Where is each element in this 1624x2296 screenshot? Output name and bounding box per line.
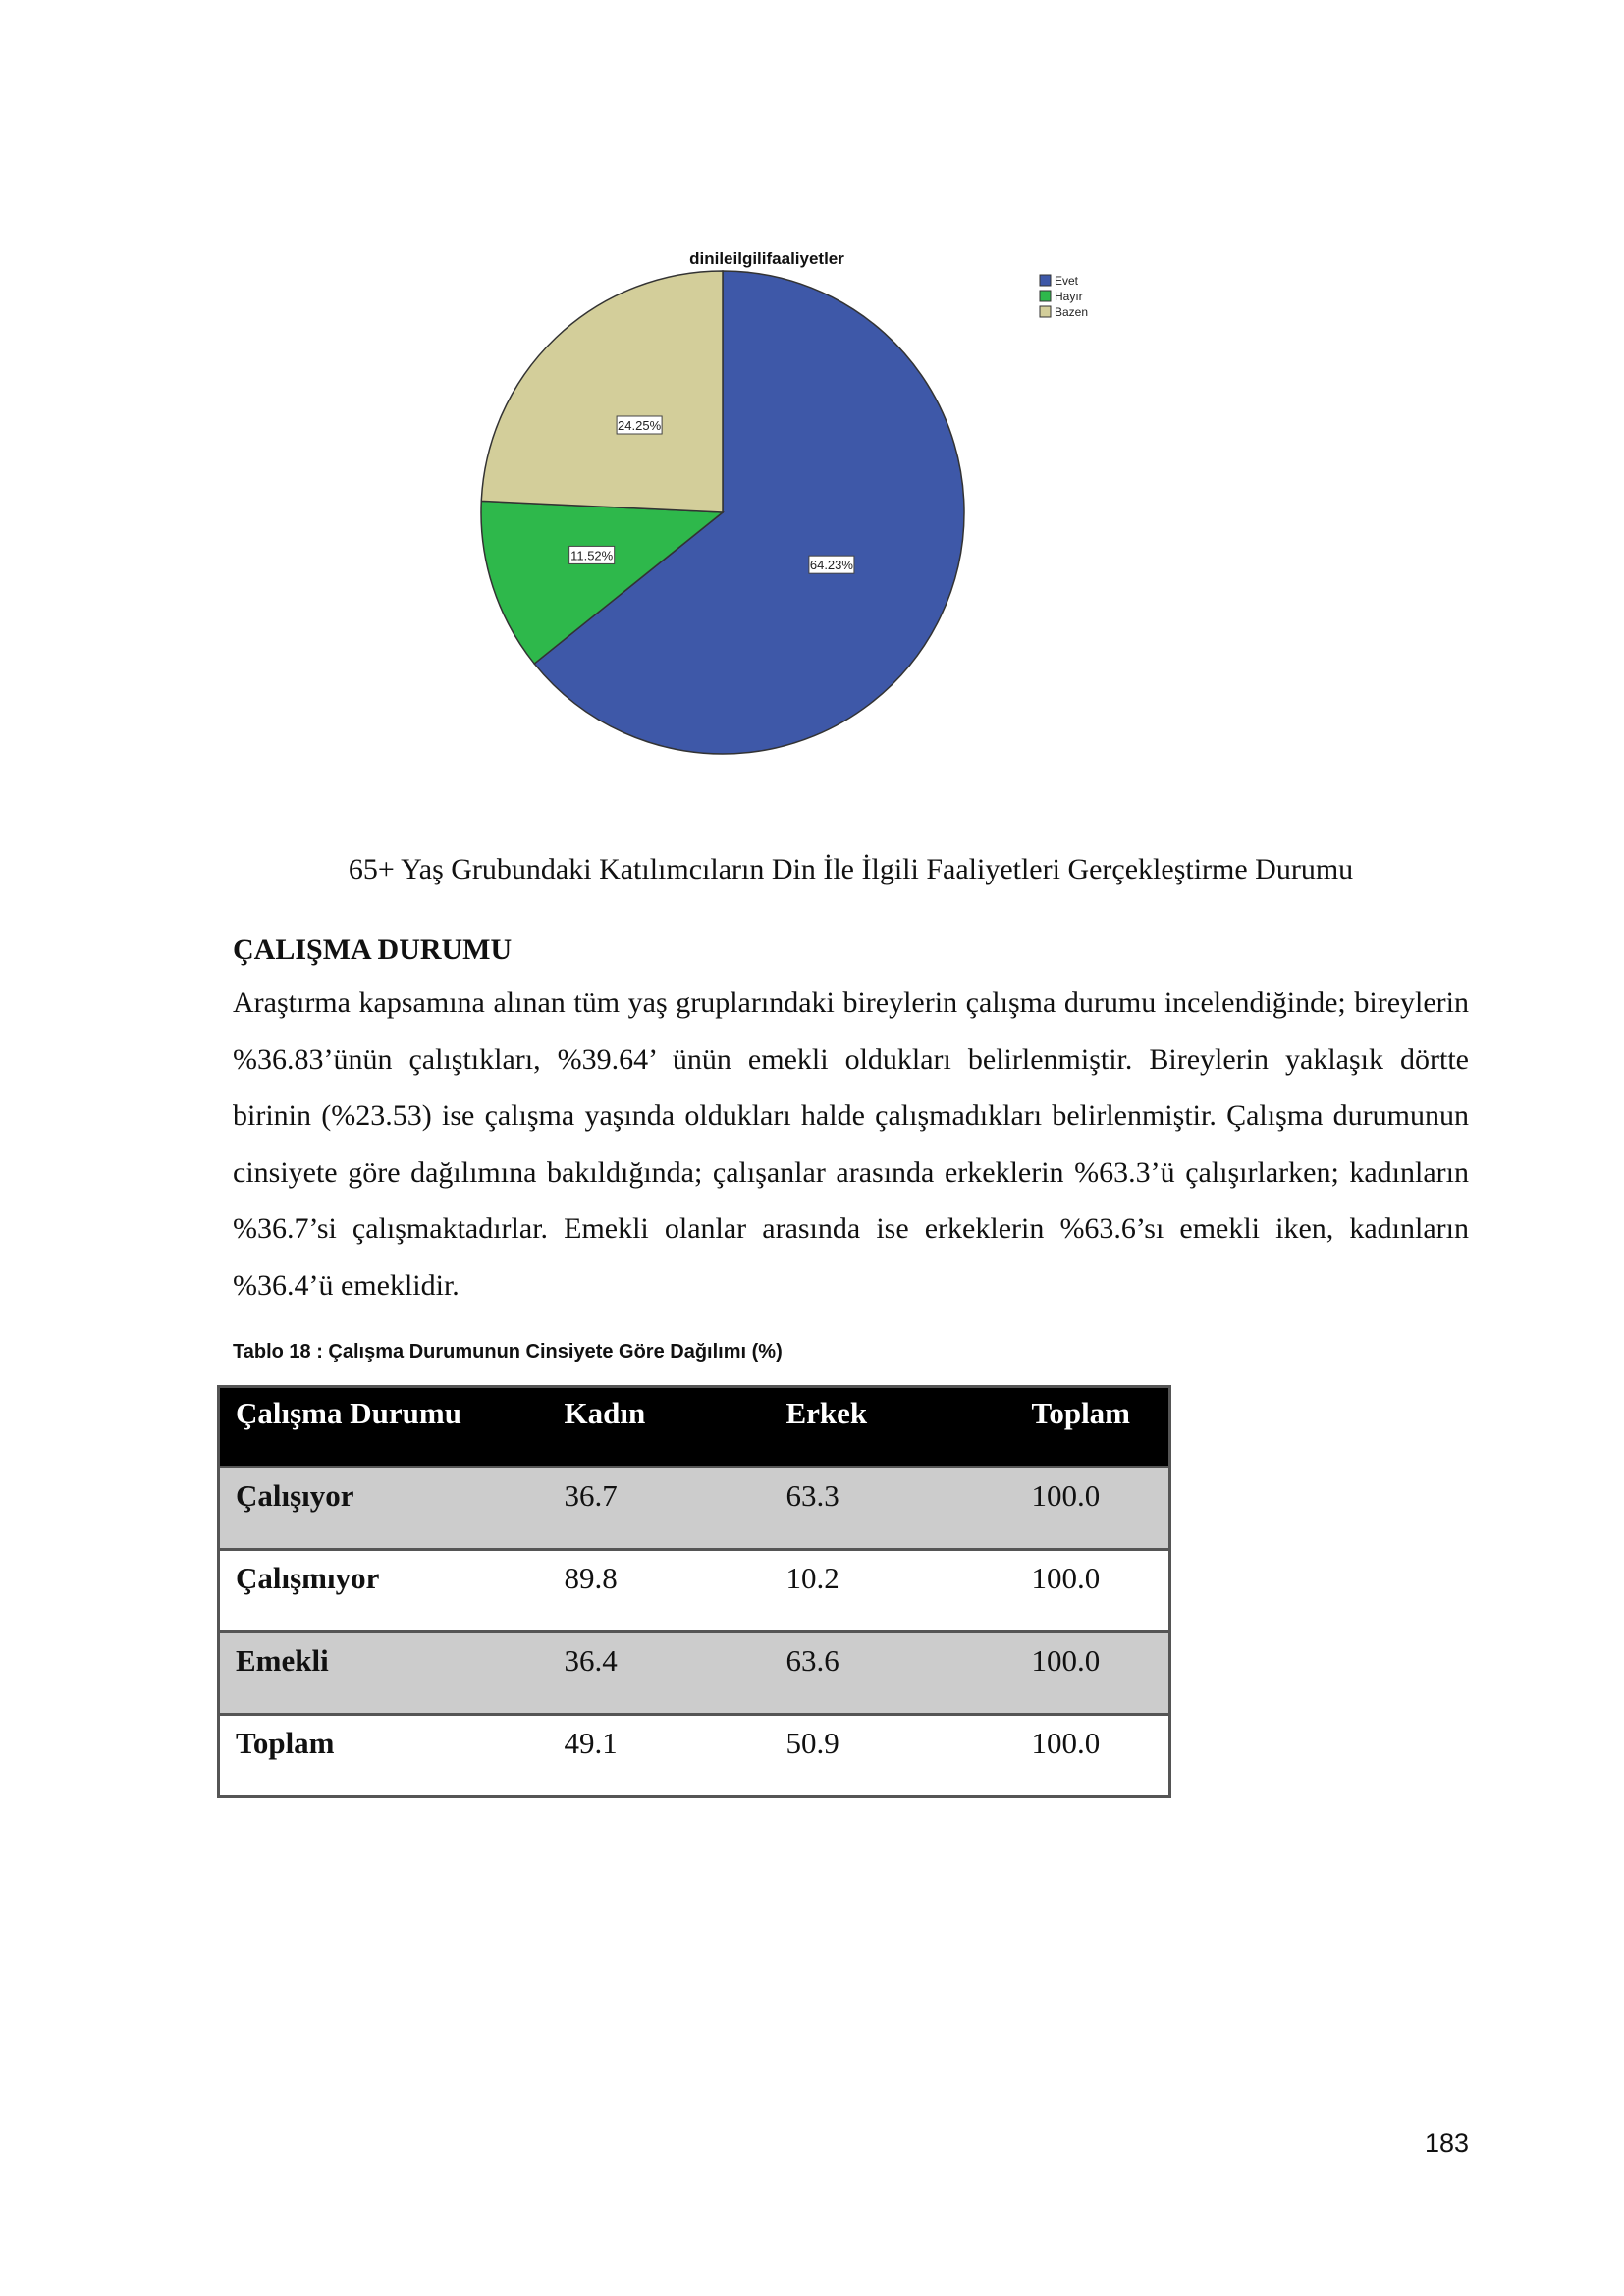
section-heading: ÇALIŞMA DURUMU: [233, 934, 513, 966]
slice-label-text: 24.25%: [618, 418, 662, 434]
employment-table: [217, 1385, 1171, 1798]
pie-chart: [0, 0, 1624, 883]
legend-swatch: [1040, 306, 1051, 317]
slice-label-text: 64.23%: [809, 558, 853, 573]
table-caption: Tablo 18 : Çalışma Durumunun Cinsiyete Göre Dağılımı (%): [233, 1341, 783, 1362]
header-erkek: Erkek: [785, 1396, 868, 1430]
legend-swatch: [1040, 275, 1051, 286]
chart-legend: [1040, 274, 1088, 319]
slice-label-text: 11.52%: [570, 548, 614, 563]
page-number: 183: [1425, 2128, 1470, 2158]
legend-swatch: [1040, 291, 1051, 301]
legend-label: Bazen: [1055, 305, 1089, 319]
cell-toplam: 100.0: [1031, 1643, 1101, 1678]
cell-toplam: 100.0: [1031, 1478, 1101, 1513]
cell-toplam: 100.0: [1031, 1726, 1101, 1760]
cell-kadin: 36.4: [564, 1643, 618, 1678]
table-row: [219, 1715, 1170, 1797]
body-paragraph: Araştırma kapsamına alınan tüm yaş gruplarındaki bireylerin çalışma durumu incelendiğinde; bireylerin %36.83’ünün çalıştıkları, %39.64’ ünün emekli oldukları belirlenmiştir. Bireylerin yaklaşık dörtte birinin (%23.53) ise çalışma yaşında oldukları halde çalışmadıkları belirlenmiştir. Çalışma durumunun cinsiyete göre dağılımına bakıldığında; çalışanlar arasında erkeklerin %63.3’ü çalışırlarken; kadınların %36.7’si çalışmaktadırlar. Emekli olanlar arasında ise erkeklerin %63.6’sı emekli iken, kadınların %36.4’ü emeklidir.: [233, 987, 1469, 1302]
chart-title: dinileilgilifaaliyetler: [689, 249, 844, 268]
slice-label: [569, 546, 615, 563]
slice-label: [809, 556, 854, 573]
cell-erkek: 63.6: [785, 1643, 839, 1678]
cell-toplam: 100.0: [1031, 1561, 1101, 1595]
cell-kadin: 89.8: [564, 1561, 618, 1595]
pie-slices: [481, 271, 964, 754]
header-calisma-durumu: Çalışma Durumu: [236, 1396, 461, 1430]
legend-label: Hayır: [1055, 290, 1083, 303]
row-label: Emekli: [236, 1643, 329, 1678]
cell-erkek: 63.3: [785, 1478, 839, 1513]
header-kadin: Kadın: [564, 1396, 646, 1430]
table-row: [219, 1550, 1170, 1632]
cell-kadin: 36.7: [564, 1478, 618, 1513]
cell-erkek: 10.2: [785, 1561, 839, 1595]
legend-label: Evet: [1055, 274, 1079, 288]
figure-caption: 65+ Yaş Grubundaki Katılımcıların Din İle İlgili Faaliyetleri Gerçekleştirme Durumu: [348, 853, 1354, 885]
table-row: [219, 1632, 1170, 1715]
row-label: Toplam: [236, 1726, 335, 1760]
cell-kadin: 49.1: [564, 1726, 618, 1760]
table-row: [219, 1468, 1170, 1550]
row-label: Çalışmıyor: [236, 1561, 380, 1595]
cell-erkek: 50.9: [785, 1726, 839, 1760]
table-header-row: [219, 1387, 1170, 1468]
pie-slice-bazen: [481, 271, 723, 512]
row-label: Çalışıyor: [236, 1478, 354, 1513]
header-toplam: Toplam: [1031, 1396, 1131, 1430]
slice-label: [617, 416, 662, 434]
